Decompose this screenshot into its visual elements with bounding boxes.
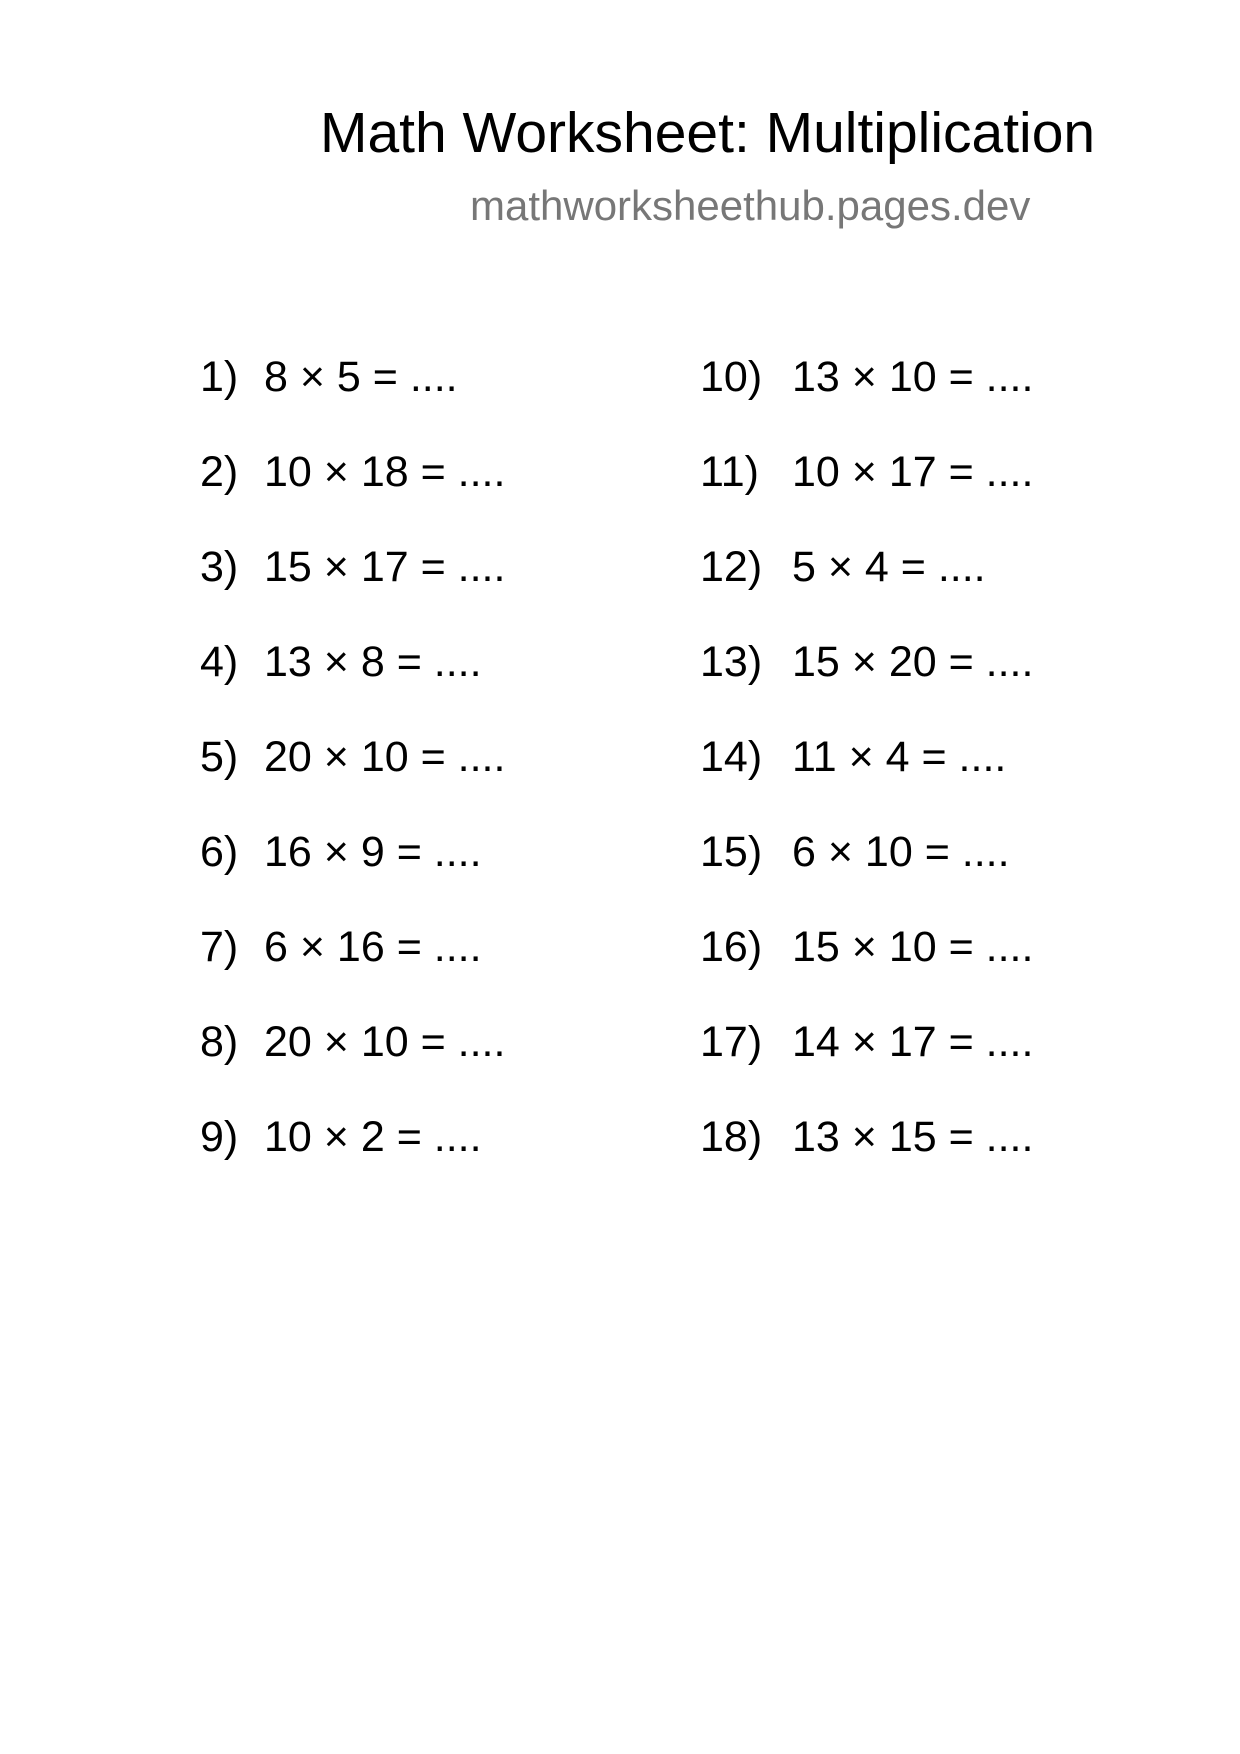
problem-expression: 15 × 10 = .... [792, 923, 1034, 971]
problem-expression: 10 × 2 = .... [264, 1113, 482, 1161]
problem-4 [200, 635, 505, 730]
problem-number: 4) [200, 638, 239, 686]
problem-number: 2) [200, 448, 239, 496]
problem-8 [200, 1015, 505, 1110]
problem-number: 9) [200, 1113, 239, 1161]
problem-11 [700, 445, 1033, 540]
problem-number: 12) [700, 543, 763, 591]
problem-17 [700, 1015, 1033, 1110]
problem-7 [200, 920, 505, 1015]
problem-5 [200, 730, 505, 825]
problem-number: 1) [200, 353, 239, 401]
problem-expression: 14 × 17 = .... [792, 1018, 1034, 1066]
problem-10 [700, 350, 1033, 445]
page-title: Math Worksheet: Multiplication [320, 101, 1096, 165]
problem-expression: 11 × 4 = .... [792, 733, 1007, 781]
problem-expression: 10 × 18 = .... [264, 448, 506, 496]
problem-6 [200, 825, 505, 920]
problem-12 [700, 540, 1033, 635]
problem-number: 11) [700, 448, 759, 496]
problem-number: 7) [200, 923, 239, 971]
problem-expression: 13 × 8 = .... [264, 638, 482, 686]
problem-number: 16) [700, 923, 763, 971]
problem-column-right [700, 350, 1033, 1205]
problem-16 [700, 920, 1033, 1015]
problem-number: 14) [700, 733, 763, 781]
problem-column-left [200, 350, 505, 1205]
problem-number: 18) [700, 1113, 763, 1161]
problem-14 [700, 730, 1033, 825]
problem-expression: 13 × 10 = .... [792, 353, 1034, 401]
problem-number: 3) [200, 543, 239, 591]
site-url: mathworksheethub.pages.dev [470, 182, 1031, 229]
problem-number: 13) [700, 638, 763, 686]
problem-15 [700, 825, 1033, 920]
problem-number: 10) [700, 353, 763, 401]
problem-expression: 10 × 17 = .... [792, 448, 1034, 496]
problem-expression: 20 × 10 = .... [264, 733, 506, 781]
problem-13 [700, 635, 1033, 730]
problem-3 [200, 540, 505, 635]
problem-expression: 15 × 17 = .... [264, 543, 506, 591]
problem-number: 15) [700, 828, 763, 876]
problem-number: 6) [200, 828, 239, 876]
problem-expression: 16 × 9 = .... [264, 828, 482, 876]
problem-number: 17) [700, 1018, 763, 1066]
problem-number: 8) [200, 1018, 239, 1066]
problem-2 [200, 445, 505, 540]
problem-expression: 6 × 10 = .... [792, 828, 1010, 876]
problem-9 [200, 1110, 505, 1205]
problem-1 [200, 350, 505, 445]
problem-expression: 15 × 20 = .... [792, 638, 1034, 686]
problem-18 [700, 1110, 1033, 1205]
problem-number: 5) [200, 733, 239, 781]
problem-expression: 13 × 15 = .... [792, 1113, 1034, 1161]
problem-expression: 6 × 16 = .... [264, 923, 482, 971]
problem-expression: 20 × 10 = .... [264, 1018, 506, 1066]
problem-expression: 5 × 4 = .... [792, 543, 986, 591]
problem-expression: 8 × 5 = .... [264, 353, 458, 401]
